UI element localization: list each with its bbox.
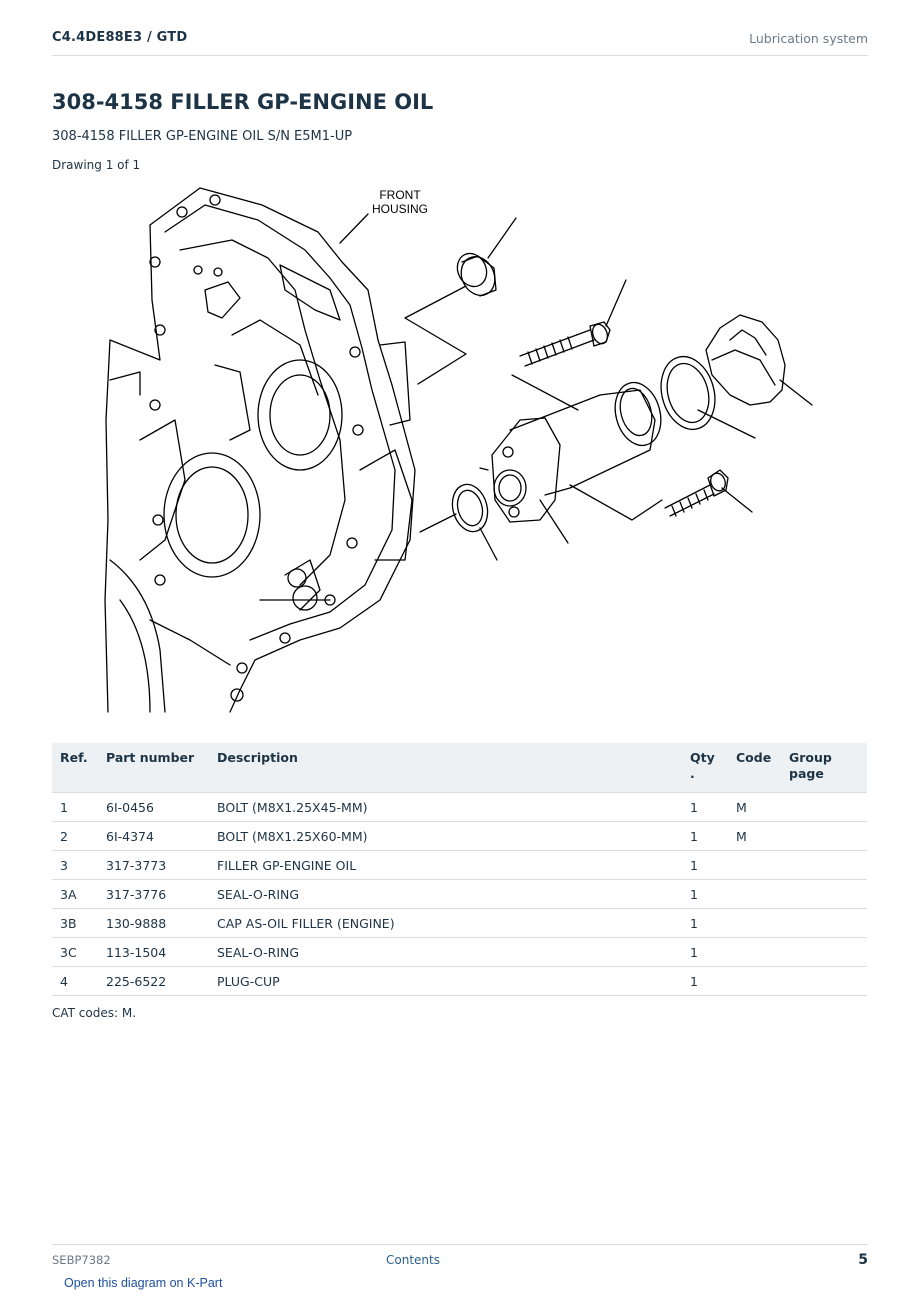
cell-ref: 3 bbox=[52, 851, 98, 880]
table-row bbox=[52, 851, 867, 880]
header-code: Code bbox=[728, 743, 781, 793]
cell-qty: 1 bbox=[682, 938, 728, 967]
cell-ref: 3B bbox=[52, 909, 98, 938]
exploded-parts-diagram bbox=[95, 180, 825, 725]
cell-code bbox=[728, 938, 781, 967]
cell-group-page bbox=[781, 851, 867, 880]
page-footer bbox=[52, 1244, 868, 1274]
page-title: 308-4158 FILLER GP-ENGINE OIL bbox=[52, 90, 434, 114]
front-housing-drawing bbox=[105, 188, 415, 712]
table-row bbox=[52, 793, 867, 822]
filler-tube-drawing bbox=[480, 377, 668, 543]
cell-part-number: 225-6522 bbox=[98, 967, 209, 996]
cell-group-page bbox=[781, 938, 867, 967]
cell-description: FILLER GP-ENGINE OIL bbox=[209, 851, 682, 880]
cell-description: BOLT (M8X1.25X60-MM) bbox=[209, 822, 682, 851]
header-group-page: Group page bbox=[781, 743, 867, 793]
bolt-upper-drawing bbox=[520, 280, 626, 366]
cell-code bbox=[728, 909, 781, 938]
cell-code bbox=[728, 880, 781, 909]
model-label: C4.4DE88E3 / GTD bbox=[52, 30, 188, 45]
header-ref: Ref. bbox=[52, 743, 98, 793]
header-qty: Qty . bbox=[682, 743, 728, 793]
table-row bbox=[52, 909, 867, 938]
open-on-kpart-link[interactable]: Open this diagram on K-Part bbox=[64, 1276, 223, 1290]
cell-description: PLUG-CUP bbox=[209, 967, 682, 996]
cell-qty: 1 bbox=[682, 793, 728, 822]
cell-part-number: 130-9888 bbox=[98, 909, 209, 938]
cell-qty: 1 bbox=[682, 967, 728, 996]
cell-group-page bbox=[781, 822, 867, 851]
cell-part-number: 6I-0456 bbox=[98, 793, 209, 822]
table-row bbox=[52, 822, 867, 851]
table-row bbox=[52, 967, 867, 996]
cell-ref: 3A bbox=[52, 880, 98, 909]
cell-description: SEAL-O-RING bbox=[209, 880, 682, 909]
cell-group-page bbox=[781, 967, 867, 996]
cell-qty: 1 bbox=[682, 909, 728, 938]
cell-code: M bbox=[728, 822, 781, 851]
document-number: SEBP7382 bbox=[52, 1253, 111, 1267]
cat-codes-note: CAT codes: M. bbox=[52, 1006, 137, 1020]
table-row bbox=[52, 938, 867, 967]
cell-group-page bbox=[781, 909, 867, 938]
table-header-row bbox=[52, 743, 867, 793]
cell-code bbox=[728, 967, 781, 996]
cell-code bbox=[728, 851, 781, 880]
cell-part-number: 317-3773 bbox=[98, 851, 209, 880]
cell-qty: 1 bbox=[682, 880, 728, 909]
contents-link[interactable]: Contents bbox=[386, 1253, 440, 1267]
drawing-label: Drawing 1 of 1 bbox=[52, 158, 141, 172]
o-ring-lower-leader bbox=[420, 514, 456, 532]
table-row bbox=[52, 880, 867, 909]
cell-ref: 4 bbox=[52, 967, 98, 996]
o-ring-lower-drawing bbox=[447, 480, 497, 560]
cell-qty: 1 bbox=[682, 851, 728, 880]
cell-description: SEAL-O-RING bbox=[209, 938, 682, 967]
cell-ref: 1 bbox=[52, 793, 98, 822]
diagram-label-housing: HOUSING bbox=[371, 202, 429, 216]
page-number: 5 bbox=[858, 1252, 868, 1268]
page-subtitle: 308-4158 FILLER GP-ENGINE OIL S/N E5M1-UP bbox=[52, 129, 353, 144]
cell-qty: 1 bbox=[682, 822, 728, 851]
o-ring-upper-drawing bbox=[653, 351, 755, 438]
cell-description: CAP AS-OIL FILLER (ENGINE) bbox=[209, 909, 682, 938]
oil-filler-cap-drawing bbox=[706, 315, 812, 405]
cell-group-page bbox=[781, 793, 867, 822]
cell-ref: 3C bbox=[52, 938, 98, 967]
front-housing-leader bbox=[340, 214, 368, 243]
bolt-lower-bracket bbox=[570, 485, 662, 520]
header-part-number: Part number bbox=[98, 743, 209, 793]
cell-group-page bbox=[781, 880, 867, 909]
plug-cup-bracket bbox=[405, 286, 466, 384]
page-header bbox=[52, 28, 868, 56]
cell-description: BOLT (M8X1.25X45-MM) bbox=[209, 793, 682, 822]
bolt-lower-drawing bbox=[665, 470, 752, 516]
section-label: Lubrication system bbox=[749, 31, 868, 46]
diagram-label-front: FRONT bbox=[379, 188, 421, 202]
cell-part-number: 317-3776 bbox=[98, 880, 209, 909]
cell-code: M bbox=[728, 793, 781, 822]
header-description: Description bbox=[209, 743, 682, 793]
cell-part-number: 6I-4374 bbox=[98, 822, 209, 851]
parts-table bbox=[52, 743, 867, 996]
cell-part-number: 113-1504 bbox=[98, 938, 209, 967]
cell-ref: 2 bbox=[52, 822, 98, 851]
bolt-upper-bracket bbox=[512, 375, 578, 410]
